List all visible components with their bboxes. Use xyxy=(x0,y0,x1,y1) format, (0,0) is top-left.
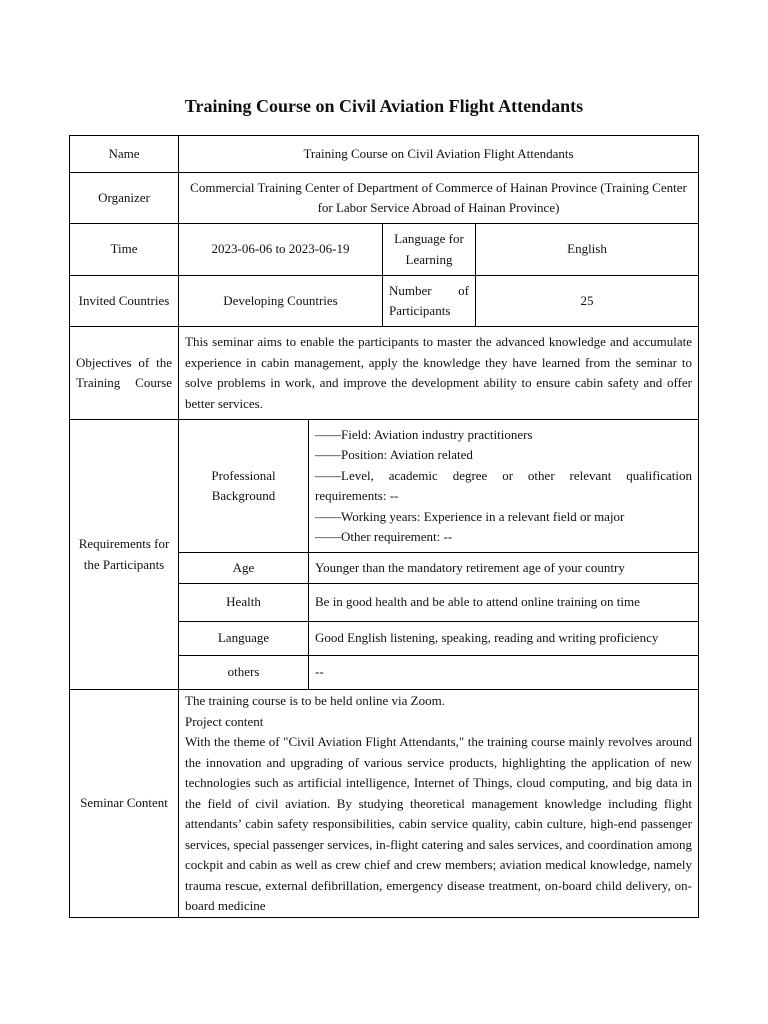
professional-background-label: Professional Background xyxy=(179,420,309,553)
language-label: Language xyxy=(179,622,309,656)
row-time xyxy=(70,224,699,276)
time-value: 2023-06-06 to 2023-06-19 xyxy=(179,224,383,276)
requirement-line: ——Working years: Experience in a relevant field or major xyxy=(315,508,625,524)
seminar-content-label: Seminar Content xyxy=(70,690,179,918)
seminar-content-value xyxy=(179,690,699,918)
requirement-line: ——Position: Aviation related xyxy=(315,447,473,462)
invited-countries-value: Developing Countries xyxy=(179,276,383,327)
requirement-line: ——Field: Aviation industry practitioners xyxy=(315,426,533,442)
course-info-table xyxy=(69,135,699,918)
requirements-label: Requirements for the Participants xyxy=(70,420,179,690)
number-of-participants-value: 25 xyxy=(476,276,699,327)
others-label: others xyxy=(179,656,309,690)
objectives-label: Objectives of the Training Course xyxy=(70,327,179,420)
language-for-learning-label: Language for Learning xyxy=(383,224,476,276)
age-value: Younger than the mandatory retirement age of your country xyxy=(309,553,699,584)
row-invited-countries xyxy=(70,276,699,327)
row-professional-background xyxy=(70,420,699,553)
organizer-value: Commercial Training Center of Department of Commerce of Hainan Province (Training Center for Labor Service Abroad of Hainan Province) xyxy=(179,173,699,224)
age-label: Age xyxy=(179,553,309,584)
others-value: -- xyxy=(309,656,699,690)
objectives-value: This seminar aims to enable the participants to master the advanced knowledge and accumulate experience in cabin management, apply the knowledge they have learned from the seminar to solve problems in work, and improve the development ability to ensure cabin safety and offer better services. xyxy=(179,327,699,420)
name-label: Name xyxy=(70,136,179,173)
health-value: Be in good health and be able to attend online training on time xyxy=(309,584,699,622)
language-for-learning-value: English xyxy=(476,224,699,276)
requirement-line: ——Other requirement: -- xyxy=(315,529,453,544)
professional-background-value xyxy=(309,420,699,553)
row-seminar-content xyxy=(70,690,699,918)
time-label: Time xyxy=(70,224,179,276)
row-organizer xyxy=(70,173,699,224)
number-of-participants-label: Number of Participants xyxy=(383,276,476,327)
seminar-body: With the theme of "Civil Aviation Flight Attendants," the training course mainly revolves around the innovation and upgrading of various service products, highlighting the application of new technologies such as artificial intelligence, Internet of Things, cloud computing, and big data in the field of civil aviation. By studying theoretical management knowledge including flight attendants’ cabin safety responsibilities, cabin service quality, cabin culture, high-end passenger services, special passenger services, in-flight catering and sales services, and coordination among cockpit and cabin as well as crew chief and crew members; aviation medical knowledge, namely trauma rescue, external defibrillation, emergency disease treatment, on-board child delivery, on-board medicine xyxy=(185,734,692,913)
health-label: Health xyxy=(179,584,309,622)
invited-countries-label: Invited Countries xyxy=(70,276,179,327)
document-title: Training Course on Civil Aviation Flight Attendants xyxy=(184,96,584,116)
row-name xyxy=(70,136,699,173)
language-value: Good English listening, speaking, reading and writing proficiency xyxy=(309,622,699,656)
seminar-line: Project content xyxy=(185,713,264,729)
requirement-line: ——Level, academic degree or other relevant qualification requirements: -- xyxy=(315,467,692,503)
seminar-line: The training course is to be held online via Zoom. xyxy=(185,693,445,708)
organizer-label: Organizer xyxy=(70,173,179,224)
row-objectives xyxy=(70,327,699,420)
name-value: Training Course on Civil Aviation Flight Attendants xyxy=(179,136,699,173)
